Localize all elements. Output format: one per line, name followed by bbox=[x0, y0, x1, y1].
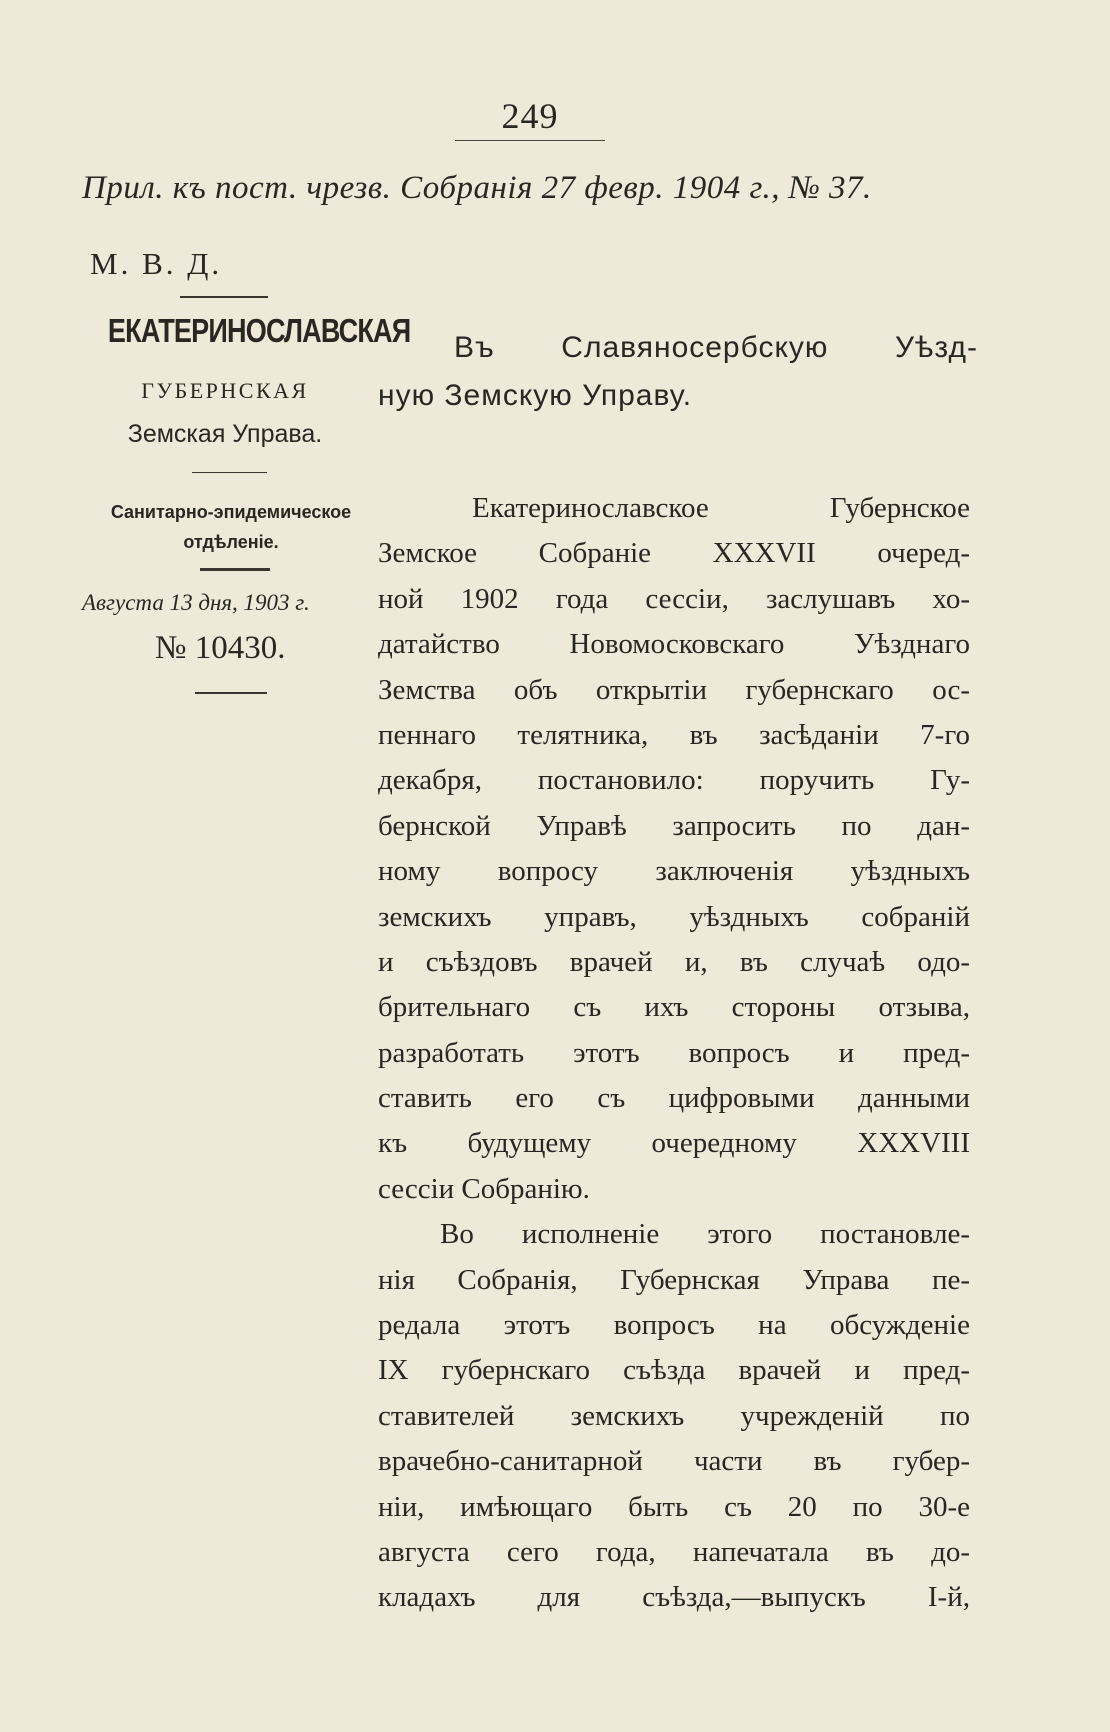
body-line: Земское Собраніе XXXVII очеред- bbox=[378, 537, 970, 570]
divider-rule bbox=[195, 692, 267, 694]
body-line: декабря, постановило: поручить Гу- bbox=[378, 764, 970, 797]
addressee bbox=[378, 324, 978, 420]
document-date: Августа 13 дня, 1903 г. bbox=[82, 590, 310, 615]
document-number: № 10430. bbox=[155, 630, 286, 666]
body-line: ной 1902 года сессіи, заслушавъ хо- bbox=[378, 582, 970, 615]
zemskaya-uprava-label: Земская Управа. bbox=[127, 420, 323, 448]
addressee-line: Въ Славяносербскую Уѣзд- bbox=[454, 331, 978, 364]
letter-body bbox=[378, 486, 970, 1621]
body-line: земскихъ управъ, уѣздныхъ собраній bbox=[378, 900, 970, 933]
department-line: Санитарно-эпидемическое bbox=[110, 502, 352, 522]
body-line: брительнаго съ ихъ стороны отзыва, bbox=[378, 991, 970, 1024]
appendix-reference: Прил. къ пост. чрезв. Собранія 27 февр. 1904 г., № 37. bbox=[82, 170, 872, 206]
body-line: къ будущему очередному XXXVIII bbox=[378, 1127, 970, 1160]
page-number-rule bbox=[455, 140, 605, 141]
body-line: датайство Новомосковскаго Уѣзднаго bbox=[378, 628, 970, 661]
body-line: ставителей земскихъ учрежденій по bbox=[378, 1399, 970, 1432]
body-line: нія Собранія, Губернская Управа пе- bbox=[378, 1263, 970, 1296]
department-line: отдѣленіе. bbox=[183, 532, 279, 552]
body-line: пеннаго телятника, въ засѣданіи 7-го bbox=[378, 718, 970, 751]
body-line: бернской Управѣ запросить по дан- bbox=[378, 809, 970, 842]
body-line: ніи, имѣющаго быть съ 20 по 30-е bbox=[378, 1490, 970, 1523]
body-line: редала этотъ вопросъ на обсужденіе bbox=[378, 1309, 970, 1342]
page-number: 249 bbox=[501, 96, 559, 136]
body-line: Во исполненіе этого постановле- bbox=[440, 1218, 970, 1251]
body-line: ному вопросу заключенія уѣздныхъ bbox=[378, 855, 970, 888]
department-name bbox=[92, 497, 370, 557]
body-line: сессіи Собранію. bbox=[378, 1172, 590, 1205]
ministry-abbreviation: М. В. Д. bbox=[90, 246, 223, 281]
divider-rule bbox=[200, 568, 270, 571]
uprava-title: ЕКАТЕРИНОСЛАВСКАЯ bbox=[107, 312, 411, 349]
body-line: врачебно-санитарной части въ губер- bbox=[378, 1445, 970, 1478]
body-line: ставить его съ цифровыми данными bbox=[378, 1082, 970, 1115]
addressee-line: ную Земскую Управу. bbox=[378, 379, 693, 412]
body-line: кладахъ для съѣзда,—выпускъ I-й, bbox=[378, 1581, 970, 1614]
body-line: разработать этотъ вопросъ и пред- bbox=[378, 1036, 970, 1069]
divider-rule bbox=[192, 472, 267, 473]
body-line: Земства объ открытіи губернскаго ос- bbox=[378, 673, 970, 706]
body-line: IX губернскаго съѣзда врачей и пред- bbox=[378, 1354, 970, 1387]
divider-rule bbox=[180, 296, 268, 298]
gubernskaya-label: ГУБЕРНСКАЯ bbox=[141, 378, 309, 403]
body-line: Екатеринославское Губернское bbox=[472, 492, 970, 524]
body-line: и съѣздовъ врачей и, въ случаѣ одо- bbox=[378, 945, 970, 978]
body-line: августа сего года, напечатала въ до- bbox=[378, 1535, 970, 1568]
